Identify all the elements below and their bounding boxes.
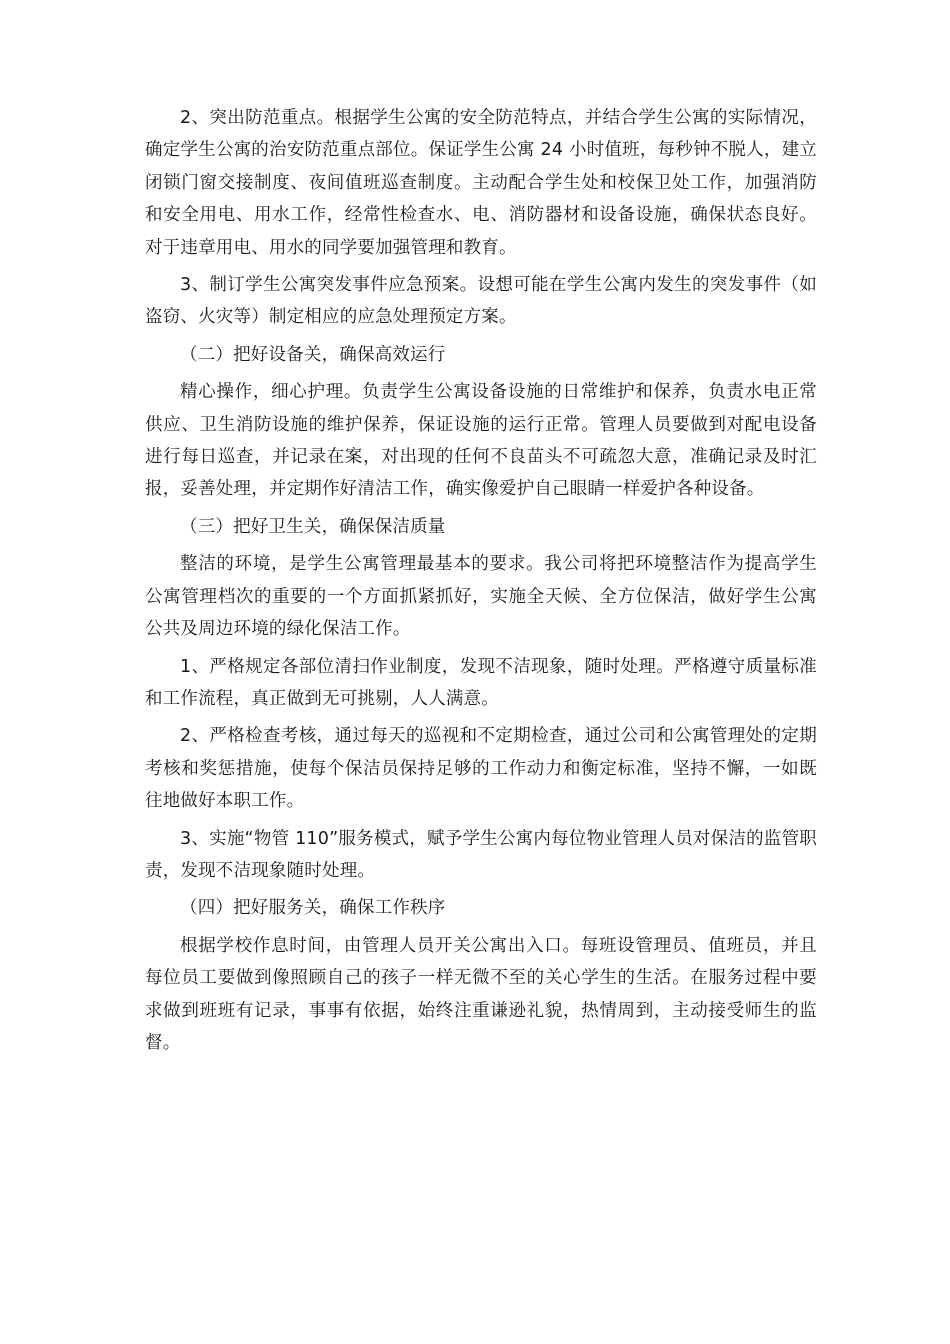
document-body [145, 102, 817, 1064]
paragraph-cleaning-rules: 1、严格规定各部位清扫作业制度，发现不洁现象，随时处理。严格遵守质量标准和工作流程，真正做到无可挑剔，人人满意。 [145, 656, 817, 709]
paragraph-service-order: 根据学校作息时间，由管理人员开关公寓出入口。每班设管理员、值班员，并且每位员工要做到像照顾自己的孩子一样无微不至的关心学生的生活。在服务过程中要求做到班班有记录，事事有依据，始终注重谦逊礼貌，热情周到，主动接受师生的监督。 [145, 935, 817, 1053]
section-heading-service: （四）把好服务关，确保工作秩序 [180, 898, 446, 919]
section-heading-equipment: （二）把好设备关，确保高效运行 [180, 344, 446, 365]
paragraph-clean-environment: 整洁的环境，是学生公寓管理最基本的要求。我公司将把环境整洁作为提高学生公寓管理档次的重要的一个方面抓紧抓好，实施全天候、全方位保洁，做好学生公寓公共及周边环境的绿化保洁工作。 [145, 554, 817, 640]
paragraph-key-points: 2、突出防范重点。根据学生公寓的安全防范特点，并结合学生公寓的实际情况，确定学生公寓的治安防范重点部位。保证学生公寓 24 小时值班，每秒钟不脱人，建立闭锁门窗交接制度、夜间值班巡查制度。主动配合学生处和校保卫处工作，加强消防和安全用电、用水工作，经常性检查水、电、消防器材和设备设施，确保状态良好。对于违章用电、用水的同学要加强管理和教育。 [145, 108, 817, 258]
section-heading-hygiene: （三）把好卫生关，确保保洁质量 [180, 516, 446, 537]
paragraph-emergency-plan: 3、制订学生公寓突发事件应急预案。设想可能在学生公寓内发生的突发事件（如盗窃、火灾等）制定相应的应急处理预定方案。 [145, 275, 817, 328]
paragraph-inspection: 2、严格检查考核，通过每天的巡视和不定期检查，通过公司和公寓管理处的定期考核和奖惩措施，使每个保洁员保持足够的工作动力和衡定标准，坚持不懈，一如既往地做好本职工作。 [145, 726, 817, 812]
paragraph-service-model: 3、实施“物管 110”服务模式，赋予学生公寓内每位物业管理人员对保洁的监管职责，发现不洁现象随时处理。 [145, 828, 817, 881]
paragraph-equipment-care: 精心操作，细心护理。负责学生公寓设备设施的日常维护和保养，负责水电正常供应、卫生消防设施的维护保养，保证设施的运行正常。管理人员要做到对配电设备进行每日巡查，并记录在案，对出现的任何不良苗头不可疏忽大意，准确记录及时汇报，妥善处理，并定期作好清洁工作，确实像爱护自己眼睛一样爱护各种设备。 [145, 382, 817, 500]
